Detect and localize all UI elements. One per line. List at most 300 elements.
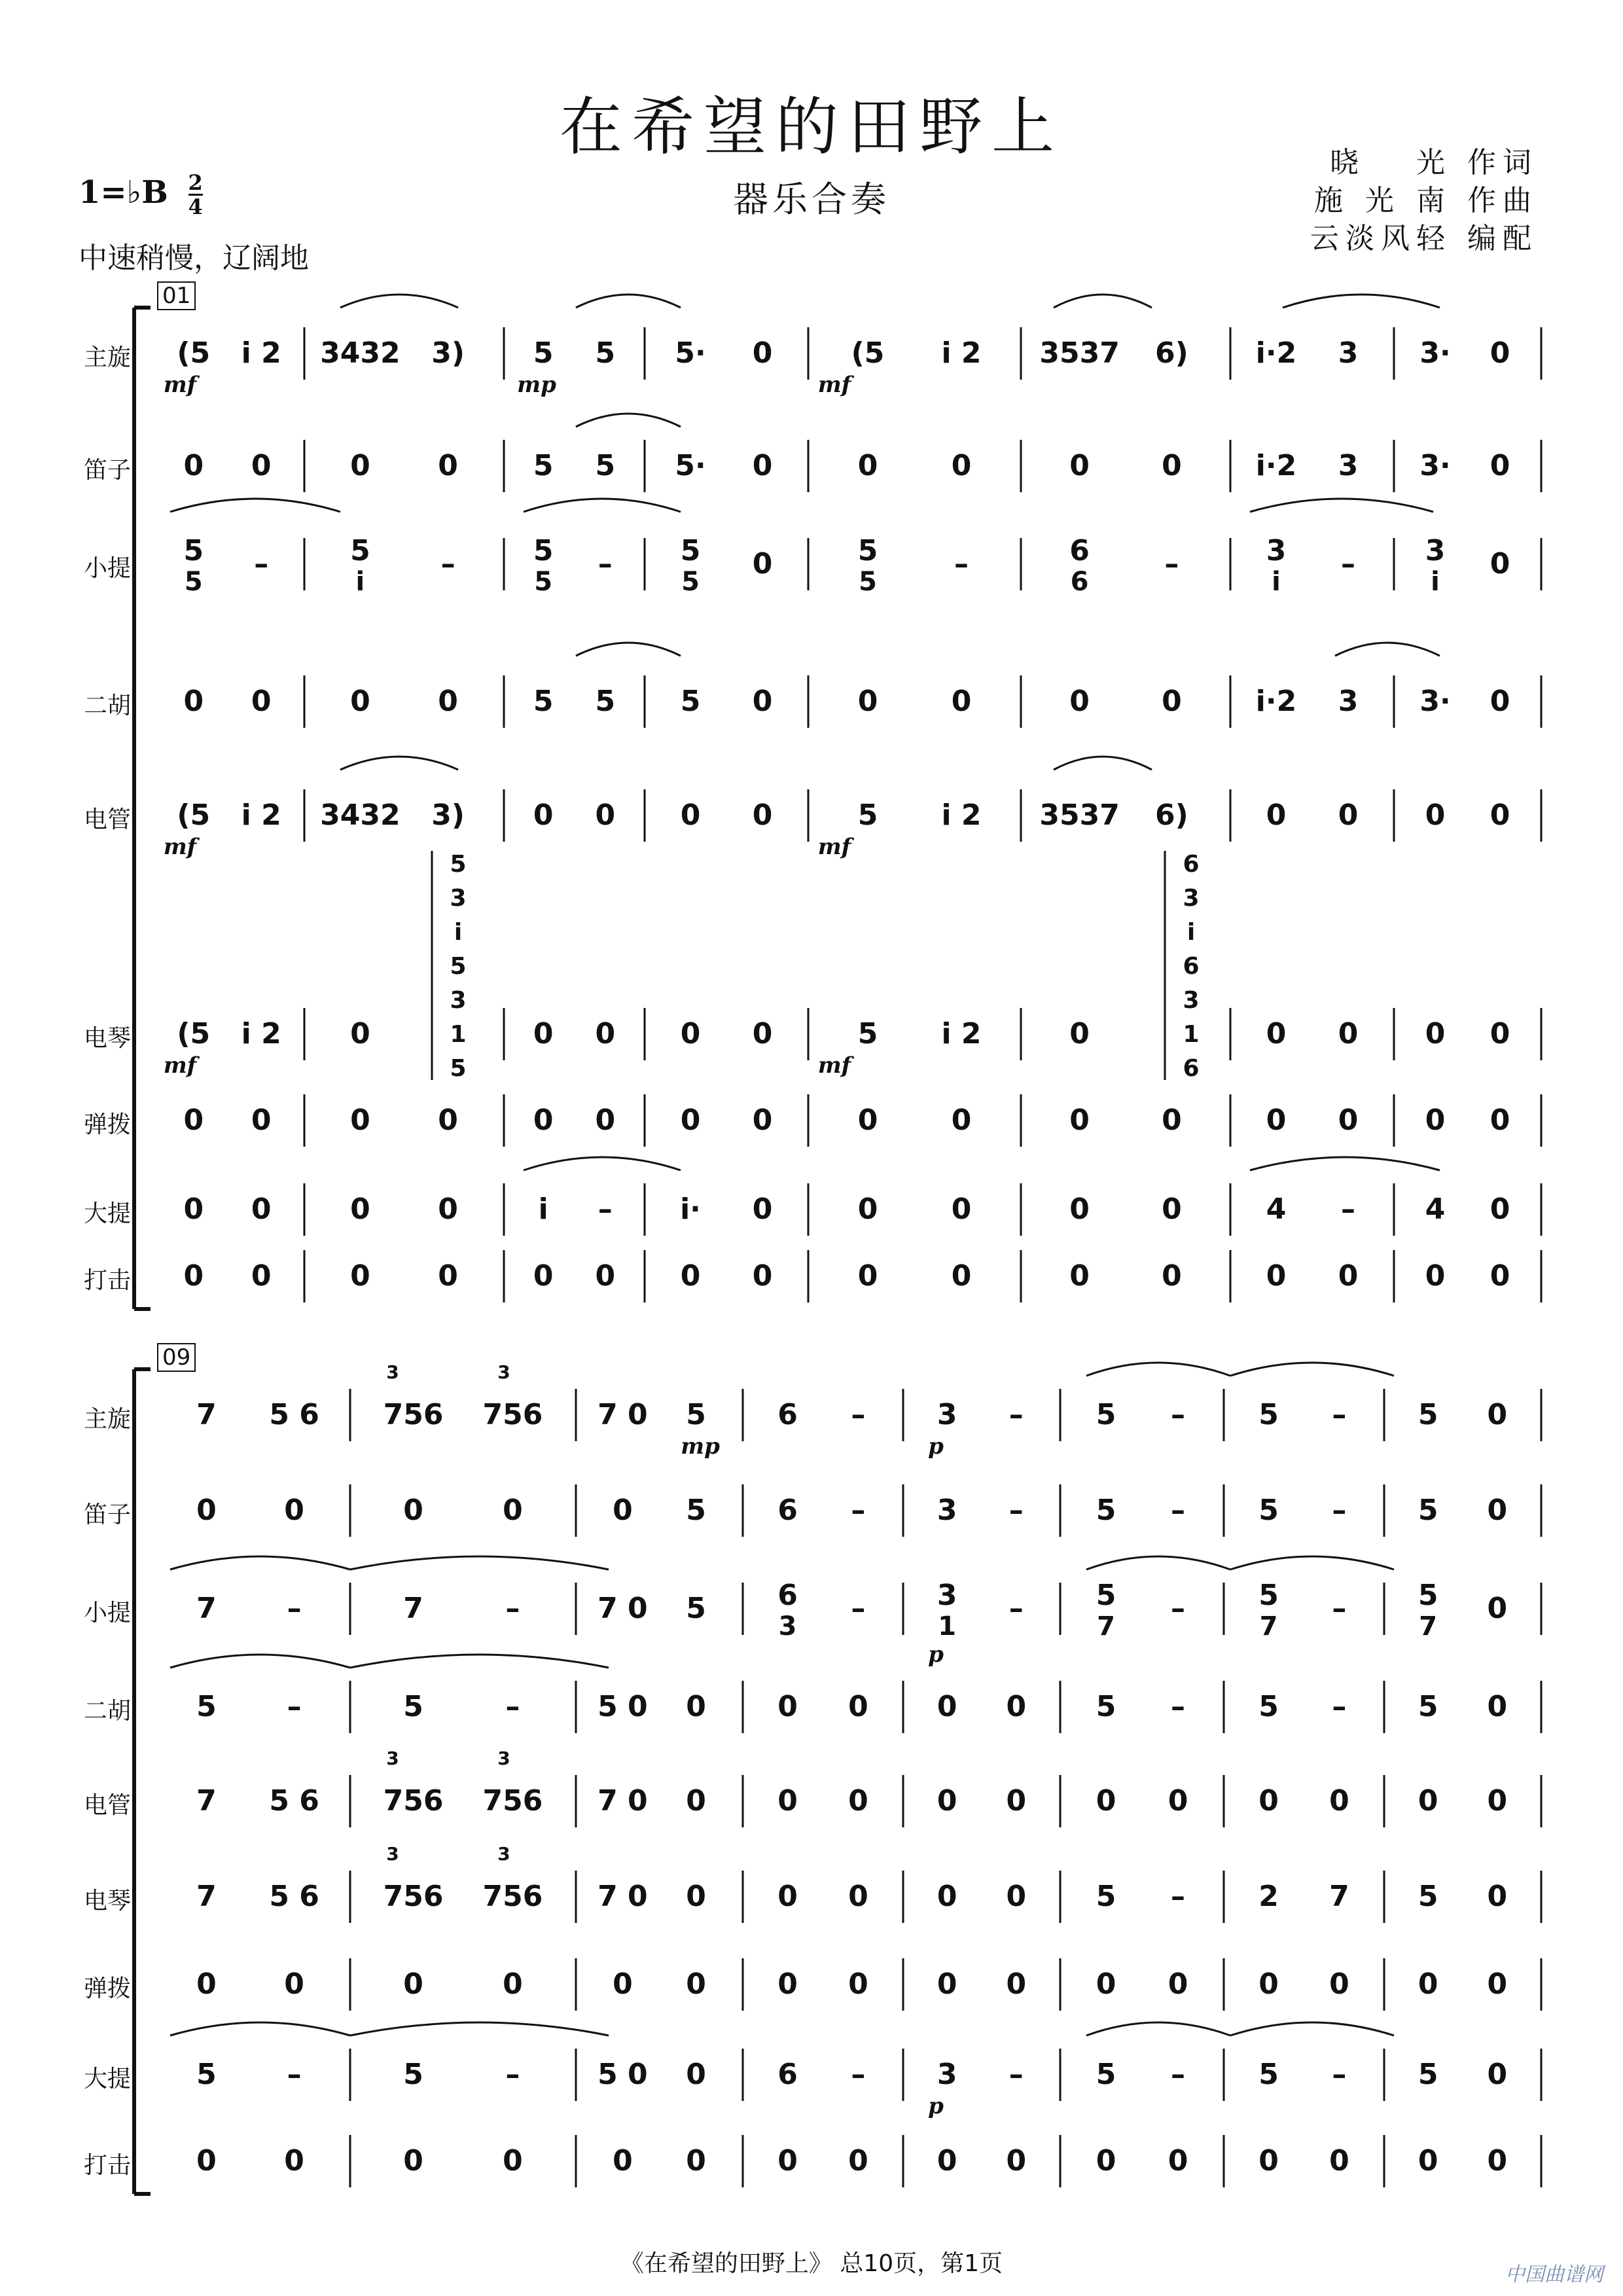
note: 5 0 (597, 1690, 648, 1723)
slur (1335, 643, 1440, 656)
note: 3537 (1039, 798, 1120, 832)
note: 7 0 (597, 1784, 648, 1818)
note: – (1332, 1494, 1347, 1527)
note: 756 (383, 1398, 444, 1431)
chord-note: 3 (450, 987, 467, 1014)
note: 0 (777, 1967, 798, 2001)
note: 0 (284, 1967, 304, 2001)
note: 0 (752, 449, 773, 482)
note: 3 (1338, 336, 1359, 370)
note-upper: 3 (1266, 534, 1287, 567)
note: 0 (350, 685, 370, 718)
note: – (1171, 2058, 1185, 2091)
instrument-label: 打击 (83, 2152, 131, 2179)
note: 0 (533, 1259, 554, 1293)
note: 3 (936, 2058, 957, 2091)
note: 0 (1069, 1103, 1090, 1137)
dynamic-mf: mf (817, 372, 851, 398)
note: 0 (1487, 1398, 1508, 1431)
time-denominator: 4 (188, 194, 203, 219)
note: 0 (613, 1494, 633, 1527)
note: 0 (1168, 2144, 1188, 2178)
note: 0 (1329, 2144, 1349, 2178)
note: 0 (438, 685, 458, 718)
note: 5 (686, 1398, 706, 1431)
note: 0 (1418, 1967, 1438, 2001)
note: 0 (857, 1259, 878, 1293)
note: 0 (686, 1690, 706, 1723)
note: 0 (1096, 1967, 1116, 2001)
note: 5 6 (269, 1398, 319, 1431)
note: 0 (503, 1967, 523, 2001)
tuplet-mark: 3 (386, 1748, 399, 1769)
note: 5 (1258, 1398, 1279, 1431)
note-lower: i (1272, 567, 1281, 597)
note: 0 (251, 1103, 272, 1137)
note: i·2 (1255, 449, 1297, 482)
dynamic-mf: mf (163, 834, 197, 860)
note: 0 (1487, 1880, 1508, 1913)
note: 5 0 (597, 2058, 648, 2091)
note: 756 (383, 1784, 444, 1818)
note-lower: 7 (1097, 1611, 1115, 1641)
instrument-label: 主旋 (83, 344, 131, 371)
note: 0 (1162, 1103, 1182, 1137)
note: – (505, 1690, 520, 1723)
note: 0 (183, 1193, 204, 1226)
dynamic-mf: mf (163, 1052, 197, 1079)
note: 0 (595, 1103, 616, 1137)
note: 0 (350, 1017, 370, 1050)
score-title: 在希望的田野上 (560, 90, 1063, 164)
note: 0 (403, 2144, 423, 2178)
note: 5 (1258, 2058, 1279, 2091)
note-lower: 5 (534, 567, 553, 597)
chord-note: 3 (1183, 885, 1200, 912)
note: 0 (752, 1103, 773, 1137)
note: – (1332, 1398, 1347, 1431)
slur (1230, 1556, 1394, 1570)
note: 0 (503, 1494, 523, 1527)
note: 0 (857, 1103, 878, 1137)
slur (1230, 1363, 1394, 1376)
note: 5 (595, 449, 616, 482)
note: 0 (613, 2144, 633, 2178)
note: 0 (951, 1103, 972, 1137)
dynamic-mp: mp (517, 372, 556, 398)
note: 0 (350, 1103, 370, 1137)
note: 0 (1489, 685, 1510, 718)
note: 0 (1487, 2058, 1508, 2091)
note: 0 (680, 1259, 701, 1293)
note-upper: 5 (350, 534, 370, 567)
instrument-label: 电琴 (83, 1888, 131, 1914)
note: – (254, 547, 269, 581)
note: 0 (752, 798, 773, 832)
note: 0 (284, 2144, 304, 2178)
dynamic-p: p (928, 2093, 944, 2119)
note: 0 (350, 1193, 370, 1226)
note-lower: 1 (938, 1611, 957, 1641)
note: 0 (686, 1967, 706, 2001)
note-upper: 3 (936, 1579, 957, 1612)
note: 3432 (320, 336, 401, 370)
note: 0 (1489, 798, 1510, 832)
note: 0 (438, 1103, 458, 1137)
dynamic-mp: mp (681, 1433, 720, 1460)
dynamic-mf: mf (163, 372, 197, 398)
note: 0 (595, 1017, 616, 1050)
slur (1250, 1157, 1440, 1170)
credit-lyricist: 晓 光 作词 (1330, 146, 1538, 179)
note: 0 (1329, 1967, 1349, 2001)
time-numerator: 2 (188, 170, 203, 195)
chord-note: i (1186, 919, 1196, 946)
note-lower: 6 (1070, 567, 1089, 597)
note: 0 (1487, 1690, 1508, 1723)
note: 5 (1096, 1398, 1116, 1431)
note: 5 (403, 1690, 423, 1723)
instrument-label: 打击 (83, 1267, 131, 1294)
note: 5 (403, 2058, 423, 2091)
credit-arranger: 云淡风轻 编配 (1310, 222, 1538, 255)
note: 0 (1487, 2144, 1508, 2178)
note: 6 (777, 1494, 798, 1527)
note: i 2 (941, 798, 982, 832)
note: 7 0 (597, 1880, 648, 1913)
slur (576, 414, 681, 427)
note: 0 (752, 1259, 773, 1293)
note: i· (680, 1193, 701, 1226)
note: 0 (1069, 449, 1090, 482)
note: 5 (533, 336, 554, 370)
slur (524, 1157, 681, 1170)
instrument-label: 弹拨 (83, 1975, 131, 2002)
note: 0 (1489, 547, 1510, 581)
note: 0 (196, 2144, 217, 2178)
note: 0 (1006, 1690, 1027, 1723)
measure-number: 01 (157, 281, 196, 310)
instrument-label: 小提 (83, 555, 131, 582)
note: i 2 (941, 336, 982, 370)
slur (350, 1556, 609, 1570)
note: 5 (533, 449, 554, 482)
note: 0 (1258, 1967, 1279, 2001)
note: 0 (251, 1193, 272, 1226)
note: 0 (183, 1259, 204, 1293)
note: 0 (1425, 1259, 1446, 1293)
note: 5 (196, 1690, 217, 1723)
note: 0 (752, 685, 773, 718)
note: 0 (1266, 1017, 1287, 1050)
note-lower: 3 (778, 1611, 797, 1641)
slur (1086, 1556, 1230, 1570)
note: 0 (1096, 2144, 1116, 2178)
note: 2 (1258, 1880, 1279, 1913)
note: 0 (1489, 336, 1510, 370)
note-lower: 7 (1419, 1611, 1438, 1641)
note: – (1332, 2058, 1347, 2091)
note: 7 (196, 1880, 217, 1913)
dynamic-mf: mf (817, 1052, 851, 1079)
note: 0 (1489, 1193, 1510, 1226)
slur (1086, 2022, 1230, 2036)
note: 0 (936, 1880, 957, 1913)
note: 0 (857, 685, 878, 718)
slur (340, 295, 458, 308)
instrument-label: 笛子 (83, 1501, 131, 1528)
instrument-label: 弹拨 (83, 1111, 131, 1138)
note: 0 (1168, 1967, 1188, 2001)
tuplet-mark: 3 (386, 1361, 399, 1383)
slur (576, 295, 681, 308)
note: 6 (777, 1398, 798, 1431)
instrument-label: 电管 (83, 1792, 131, 1819)
note: – (597, 1193, 613, 1226)
note: 0 (595, 1259, 616, 1293)
note: 0 (1266, 1259, 1287, 1293)
note: 0 (1162, 449, 1182, 482)
note: 0 (1006, 1880, 1027, 1913)
note: 3432 (320, 798, 401, 832)
note: 0 (1489, 1259, 1510, 1293)
note: – (505, 1592, 520, 1625)
note: 6) (1155, 336, 1188, 370)
chord-note: 5 (450, 1055, 467, 1082)
note: 0 (183, 449, 204, 482)
note: 0 (350, 449, 370, 482)
note: 6 (777, 2058, 798, 2091)
note: 0 (613, 1967, 633, 2001)
note: 0 (680, 1103, 701, 1137)
note: 0 (438, 1193, 458, 1226)
note: i 2 (241, 336, 281, 370)
note: – (1171, 1592, 1185, 1625)
note: – (597, 547, 613, 581)
note: 5 (1096, 1494, 1116, 1527)
note: 5 6 (269, 1784, 319, 1818)
page-footer: 《在希望的田野上》 总10页，第1页 (620, 2250, 1003, 2277)
note: (5 (177, 336, 211, 370)
note: 0 (533, 1017, 554, 1050)
note: 3 (1338, 685, 1359, 718)
note: 0 (284, 1494, 304, 1527)
note: – (1341, 1193, 1355, 1226)
note: 0 (686, 2144, 706, 2178)
note: (5 (851, 336, 885, 370)
slur (170, 1655, 350, 1668)
note-upper: 6 (1069, 534, 1090, 567)
note: 0 (1258, 2144, 1279, 2178)
note: i·2 (1255, 336, 1297, 370)
note: 0 (1168, 1784, 1188, 1818)
note: 4 (1425, 1193, 1446, 1226)
note: 0 (1266, 798, 1287, 832)
note: 756 (482, 1398, 543, 1431)
dynamic-mf: mf (817, 834, 851, 860)
note: – (851, 2058, 866, 2091)
note: 0 (857, 1193, 878, 1226)
instrument-label: 电琴 (83, 1025, 131, 1052)
note: 5 (595, 336, 616, 370)
slur (350, 2022, 609, 2036)
note: 0 (595, 798, 616, 832)
chord-note: 1 (450, 1021, 467, 1048)
note: 5 (1258, 1690, 1279, 1723)
note: – (1008, 1592, 1024, 1625)
note: 0 (1006, 1967, 1027, 2001)
note: 5 (1258, 1494, 1279, 1527)
note: 5 (1418, 1690, 1438, 1723)
note-upper: 5 (533, 534, 554, 567)
tuplet-mark: 3 (386, 1843, 399, 1865)
note: 0 (1069, 1259, 1090, 1293)
note: i 2 (241, 1017, 281, 1050)
note: 0 (251, 685, 272, 718)
note: 0 (686, 1784, 706, 1818)
note: 0 (403, 1967, 423, 2001)
slur (576, 643, 681, 656)
note: 0 (777, 1880, 798, 1913)
note: 5· (675, 336, 706, 370)
note: 7 0 (597, 1592, 648, 1625)
note: 756 (482, 1880, 543, 1913)
slur (1086, 1363, 1230, 1376)
slur (524, 499, 681, 512)
chord-note: 3 (450, 885, 467, 912)
slur (170, 499, 340, 512)
note: 0 (196, 1494, 217, 1527)
chord-note: 6 (1183, 851, 1200, 878)
note: 0 (752, 336, 773, 370)
note: 0 (752, 1193, 773, 1226)
note-upper: 5 (1258, 1579, 1279, 1612)
note: i 2 (241, 798, 281, 832)
instrument-label: 二胡 (83, 692, 131, 719)
instrument-label: 大提 (83, 1200, 131, 1227)
slur (1283, 295, 1440, 308)
note: 0 (1069, 685, 1090, 718)
note: – (851, 1398, 866, 1431)
note-lower: 5 (184, 567, 203, 597)
note: 0 (1266, 1103, 1287, 1137)
note: 0 (1258, 1784, 1279, 1818)
note: 0 (1487, 1967, 1508, 2001)
note: 5 (857, 1017, 878, 1050)
note: 0 (1418, 1784, 1438, 1818)
note: 0 (951, 1193, 972, 1226)
note: i (538, 1193, 548, 1226)
note: i 2 (941, 1017, 982, 1050)
note: – (1008, 1494, 1024, 1527)
note: 0 (848, 1690, 868, 1723)
note: 0 (777, 2144, 798, 2178)
note: 5 (1418, 1494, 1438, 1527)
tempo-marking: 中速稍慢，辽阔地 (79, 242, 309, 275)
note-upper: 5 (183, 534, 204, 567)
note: 0 (951, 685, 972, 718)
chord-note: 5 (450, 953, 467, 980)
note: 0 (1096, 1784, 1116, 1818)
note: 5 (595, 685, 616, 718)
note-lower: i (1431, 567, 1440, 597)
note: 0 (848, 2144, 868, 2178)
note: 0 (251, 1259, 272, 1293)
note: – (1171, 1690, 1185, 1723)
note: 0 (1162, 1193, 1182, 1226)
note: 0 (403, 1494, 423, 1527)
note: 0 (857, 449, 878, 482)
note: (5 (177, 798, 211, 832)
note: 0 (848, 1967, 868, 2001)
note: 7 (1329, 1880, 1349, 1913)
note: 0 (1489, 449, 1510, 482)
slur (1054, 295, 1152, 308)
note: 0 (1162, 1259, 1182, 1293)
note: – (1332, 1690, 1347, 1723)
tuplet-mark: 3 (497, 1843, 510, 1865)
note: 6) (1155, 798, 1188, 832)
note: – (851, 1494, 866, 1527)
note: 3· (1419, 449, 1451, 482)
chord-note: 6 (1183, 953, 1200, 980)
slur (1250, 499, 1433, 512)
note: 0 (848, 1784, 868, 1818)
note: 0 (1487, 1784, 1508, 1818)
note: 5 (533, 685, 554, 718)
note: (5 (177, 1017, 211, 1050)
note: 0 (848, 1880, 868, 1913)
note: 0 (183, 1103, 204, 1137)
site-watermark: 中国曲谱网 (1505, 2263, 1603, 2286)
chord-note: 1 (1183, 1021, 1200, 1048)
note: 0 (1162, 685, 1182, 718)
note-upper: 5 (857, 534, 878, 567)
note: i·2 (1255, 685, 1297, 718)
note: 0 (777, 1690, 798, 1723)
chord-note: 3 (1183, 987, 1200, 1014)
note: – (1008, 2058, 1024, 2091)
note-lower: 5 (681, 567, 700, 597)
tuplet-mark: 3 (497, 1748, 510, 1769)
key-text: 1=♭B (79, 174, 168, 211)
note: – (1164, 547, 1179, 581)
note: 0 (196, 1967, 217, 2001)
note: 5 (686, 1592, 706, 1625)
note: 0 (686, 2058, 706, 2091)
note: 0 (1338, 1103, 1359, 1137)
note: 3) (431, 336, 465, 370)
measure-number: 09 (157, 1343, 196, 1372)
note: 0 (251, 449, 272, 482)
slur (340, 757, 458, 770)
note: 5 (1418, 2058, 1438, 2091)
note: 0 (1338, 1017, 1359, 1050)
note: 0 (1338, 798, 1359, 832)
note: 7 (403, 1592, 423, 1625)
dynamic-p: p (928, 1433, 944, 1460)
note: 0 (1487, 1494, 1508, 1527)
note: 7 (196, 1398, 217, 1431)
note: – (287, 1690, 302, 1723)
note: 7 (196, 1784, 217, 1818)
note: 0 (1006, 1784, 1027, 1818)
note: 0 (1418, 2144, 1438, 2178)
note: 0 (752, 547, 773, 581)
slur (350, 1655, 609, 1668)
note: 0 (1329, 1784, 1349, 1818)
note: 0 (1338, 1259, 1359, 1293)
